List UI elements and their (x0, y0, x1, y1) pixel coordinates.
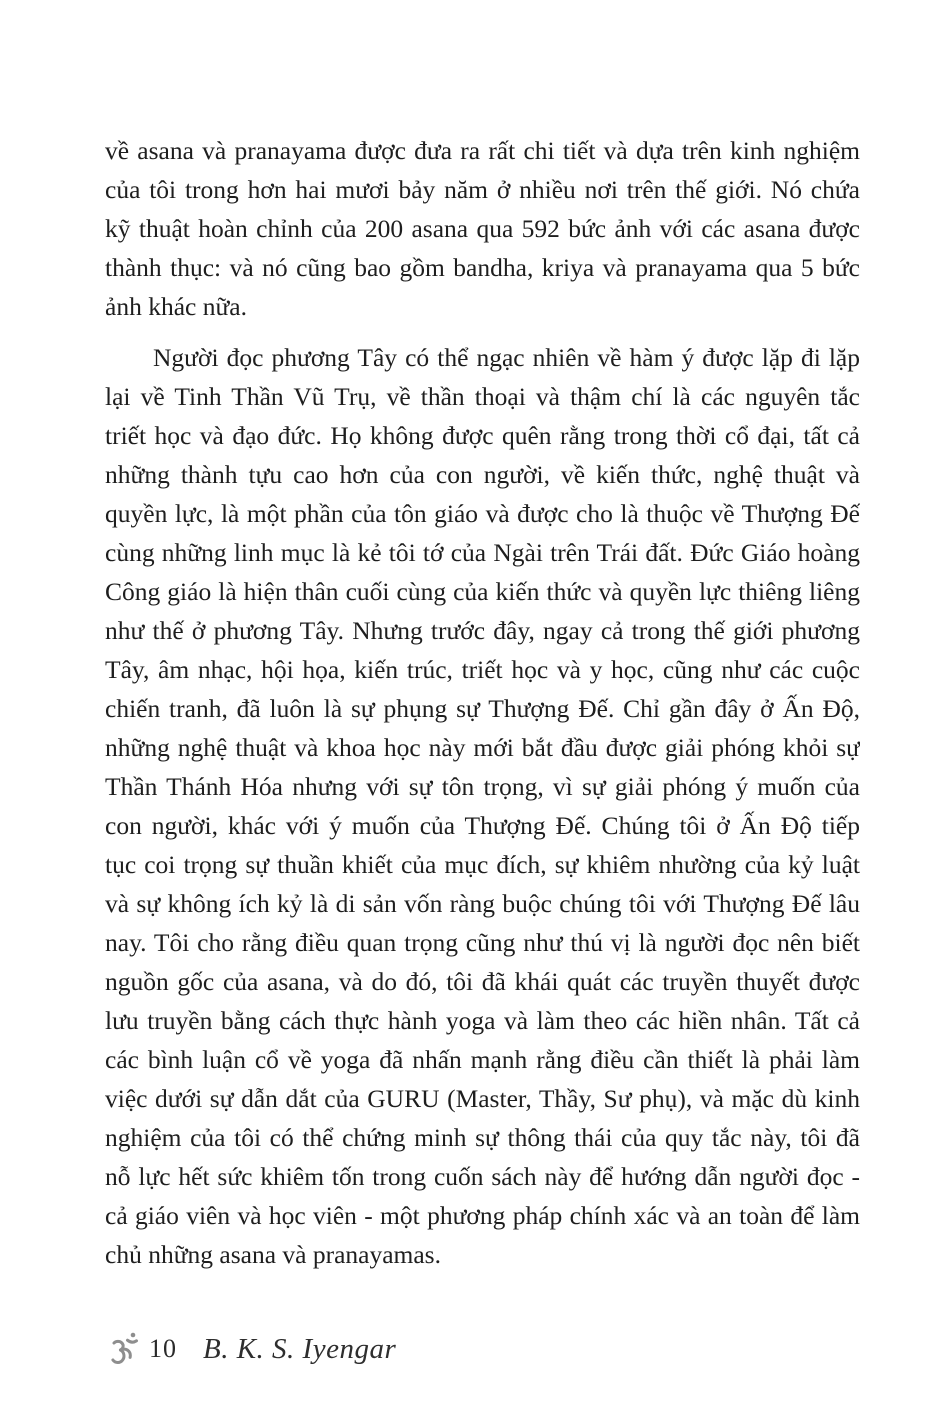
text-line: Người đọc phương Tây có thể ngạc nhiên về hàm ý được lặp đi lặp (153, 343, 860, 372)
text-line: Thần Thánh Hóa nhưng với sự tôn trọng, vì sự giải phóng ý muốn của (105, 772, 860, 801)
text-line: và sự không ích kỷ là di sản vốn ràng buộc chúng tôi với Thượng Đế lâu (105, 889, 860, 918)
text-line: chủ những asana và pranayamas. (105, 1240, 441, 1269)
text-line: các bình luận cổ về yoga đã nhấn mạnh rằng điều cần thiết là phải làm (105, 1045, 860, 1074)
paragraph-main (105, 338, 860, 1274)
text-line: cả giáo viên và học viên - một phương pháp chính xác và an toàn để làm (105, 1201, 860, 1230)
text-line: nghiệm của tôi có thể chứng minh sự thông thái của quy tắc này, tôi đã (105, 1123, 860, 1152)
om-icon (106, 1331, 140, 1367)
text-line: nguồn gốc của asana, và do đó, tôi đã khái quát các truyền thuyết được (105, 967, 860, 996)
text-line: lại về Tinh Thần Vũ Trụ, về thần thoại và thậm chí là các nguyên tắc (105, 382, 860, 411)
author-name: B. K. S. Iyengar (203, 1332, 397, 1365)
text-line: những thành tựu cao hơn của con người, về kiến thức, nghệ thuật và (105, 460, 860, 489)
text-line: việc dưới sự dẫn dắt của GURU (Master, Thầy, Sư phụ), và mặc dù kinh (105, 1084, 860, 1113)
paragraph-continuation (105, 131, 860, 326)
text-line: con người, khác với ý muốn của Thượng Đế. Chúng tôi ở Ấn Độ tiếp (105, 811, 860, 840)
text-line: Công giáo là hiện thân cuối cùng của kiến thức và quyền lực thiêng liêng (105, 577, 860, 606)
text-line: quyền lực, là một phần của tôn giáo và được cho là thuộc về Thượng Đế (105, 499, 860, 528)
text-line: nỗ lực hết sức khiêm tốn trong cuốn sách này để hướng dẫn người đọc - (105, 1162, 860, 1191)
page-body (105, 131, 860, 1274)
text-line: chiến tranh, đã luôn là sự phụng sự Thượng Đế. Chỉ gần đây ở Ấn Độ, (105, 694, 860, 723)
text-line: ảnh khác nữa. (105, 292, 247, 321)
page-number: 10 (149, 1334, 177, 1363)
text-line: Tây, âm nhạc, hội họa, kiến trúc, triết học và y học, cũng như các cuộc (105, 655, 860, 684)
text-line: những nghệ thuật và khoa học này mới bắt đầu được giải phóng khỏi sự (105, 733, 860, 762)
text-line: kỹ thuật hoàn chỉnh của 200 asana qua 592 bức ảnh với các asana được (105, 214, 860, 243)
text-line: như thế ở phương Tây. Nhưng trước đây, ngay cả trong thế giới phương (105, 616, 860, 645)
text-line: cùng những linh mục là kẻ tôi tớ của Ngài trên Trái đất. Đức Giáo hoàng (105, 538, 860, 567)
text-line: nay. Tôi cho rằng điều quan trọng cũng như thú vị là người đọc nên biết (105, 928, 860, 957)
text-line: triết học và đạo đức. Họ không được quên rằng trong thời cổ đại, tất cả (105, 421, 860, 450)
page-footer (106, 1329, 396, 1369)
text-line: về asana và pranayama được đưa ra rất chi tiết và dựa trên kinh nghiệm (105, 136, 860, 165)
text-line: lưu truyền bằng cách thực hành yoga và làm theo các hiền nhân. Tất cả (105, 1006, 860, 1035)
text-line: thành thục: và nó cũng bao gồm bandha, kriya và pranayama qua 5 bức (105, 253, 860, 282)
text-line: của tôi trong hơn hai mươi bảy năm ở nhiều nơi trên thế giới. Nó chứa (105, 175, 860, 204)
text-line: tục coi trọng sự thuần khiết của mục đích, sự khiêm nhường của kỷ luật (105, 850, 860, 879)
